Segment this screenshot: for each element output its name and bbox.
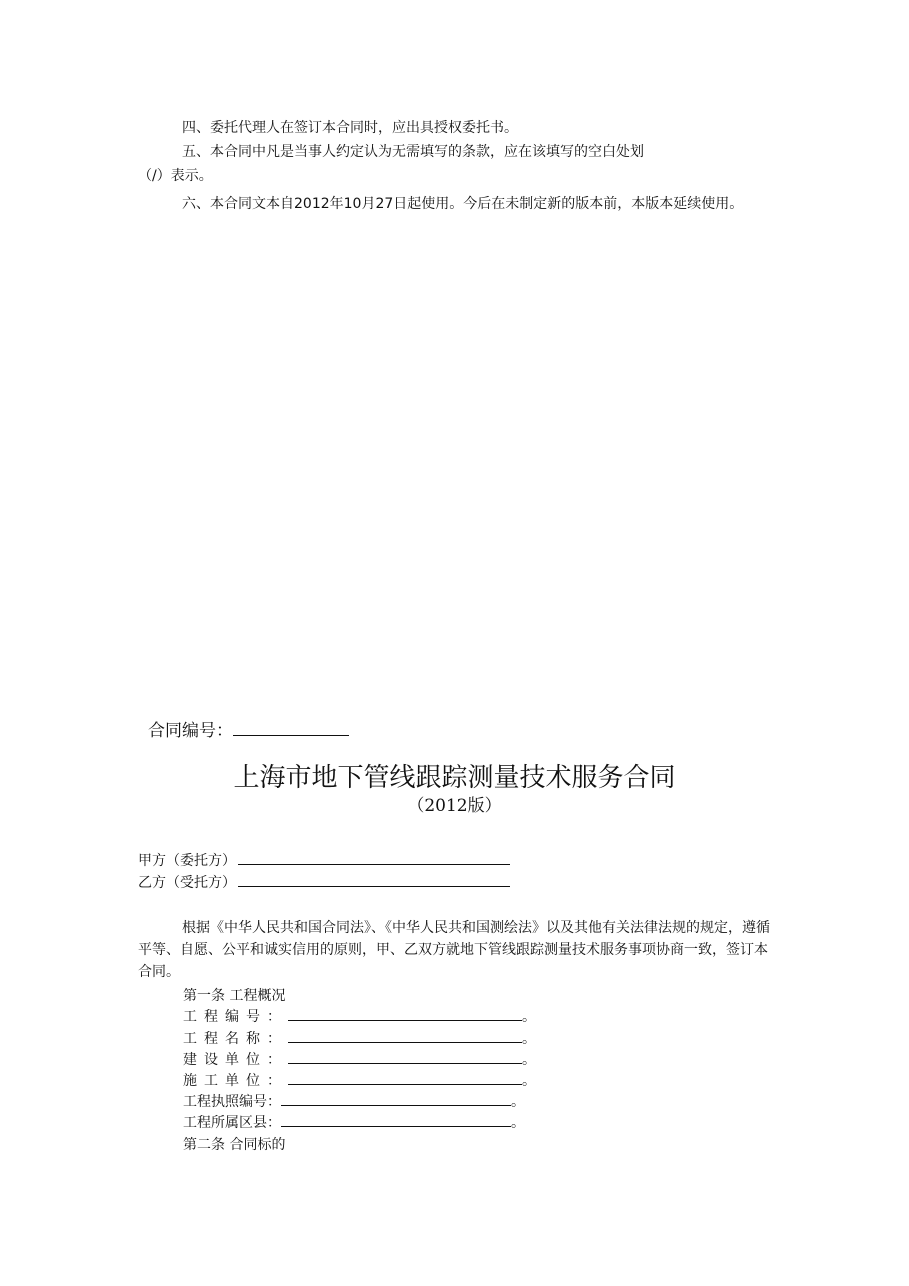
field-end: 。 bbox=[511, 1115, 525, 1131]
note-4: 四、委托代理人在签订本合同时，应出具授权委托书。 bbox=[182, 120, 518, 136]
field-end: 。 bbox=[522, 1031, 536, 1047]
article-2-heading: 第二条 合同标的 bbox=[183, 1137, 286, 1153]
field-label: 工程名称： bbox=[183, 1031, 288, 1047]
field-construction-unit bbox=[183, 1049, 536, 1069]
party-a-label: 甲方（委托方） bbox=[138, 853, 236, 869]
preamble-paragraph: 根据《中华人民共和国合同法》、《中华人民共和国测绘法》以及其他有关法律法规的规定，遵循平等、自愿、公平和诚实信用的原则，甲、乙双方就地下管线跟踪测量技术服务事项协商一致，签订本合同。 bbox=[138, 920, 770, 980]
field-end: 。 bbox=[522, 1073, 536, 1089]
contract-number-row bbox=[148, 716, 349, 741]
field-label: 工程所属区县： bbox=[183, 1115, 281, 1131]
field-end: 。 bbox=[511, 1094, 525, 1110]
field-project-number bbox=[183, 1006, 536, 1026]
party-b-label: 乙方（受托方） bbox=[138, 875, 236, 891]
field-blank[interactable] bbox=[288, 1006, 522, 1021]
field-district bbox=[183, 1112, 525, 1132]
field-label: 工程执照编号： bbox=[183, 1094, 281, 1110]
edition-label: （2012版） bbox=[407, 796, 502, 816]
field-end: 。 bbox=[522, 1009, 536, 1025]
field-contractor-unit bbox=[183, 1070, 536, 1090]
field-blank[interactable] bbox=[281, 1112, 511, 1127]
party-b-blank[interactable] bbox=[238, 872, 510, 887]
note-5-line1: 五、本合同中凡是当事人约定认为无需填写的条款，应在该填写的空白处划 bbox=[182, 144, 644, 160]
field-blank[interactable] bbox=[288, 1028, 522, 1043]
field-label: 施工单位： bbox=[183, 1073, 288, 1089]
field-project-name bbox=[183, 1028, 536, 1048]
note-6: 六、本合同文本自2012年10月27日起使用。今后在未制定新的版本前，本版本延续使用。 bbox=[182, 196, 744, 212]
note-5-line2: （/）表示。 bbox=[138, 168, 213, 184]
party-a-blank[interactable] bbox=[238, 850, 510, 865]
contract-number-blank[interactable] bbox=[233, 718, 349, 736]
party-a-row bbox=[138, 850, 774, 870]
field-blank[interactable] bbox=[288, 1049, 522, 1064]
article-1-heading: 第一条 工程概况 bbox=[183, 988, 286, 1004]
field-label: 建设单位： bbox=[183, 1052, 288, 1068]
contract-number-label: 合同编号： bbox=[148, 721, 233, 741]
field-label: 工程编号： bbox=[183, 1009, 288, 1025]
field-end: 。 bbox=[522, 1052, 536, 1068]
field-blank[interactable] bbox=[281, 1091, 511, 1106]
field-permit-number bbox=[183, 1091, 525, 1111]
field-blank[interactable] bbox=[288, 1070, 522, 1085]
page-title: 上海市地下管线跟踪测量技术服务合同 bbox=[233, 763, 676, 793]
party-b-row bbox=[138, 872, 774, 892]
